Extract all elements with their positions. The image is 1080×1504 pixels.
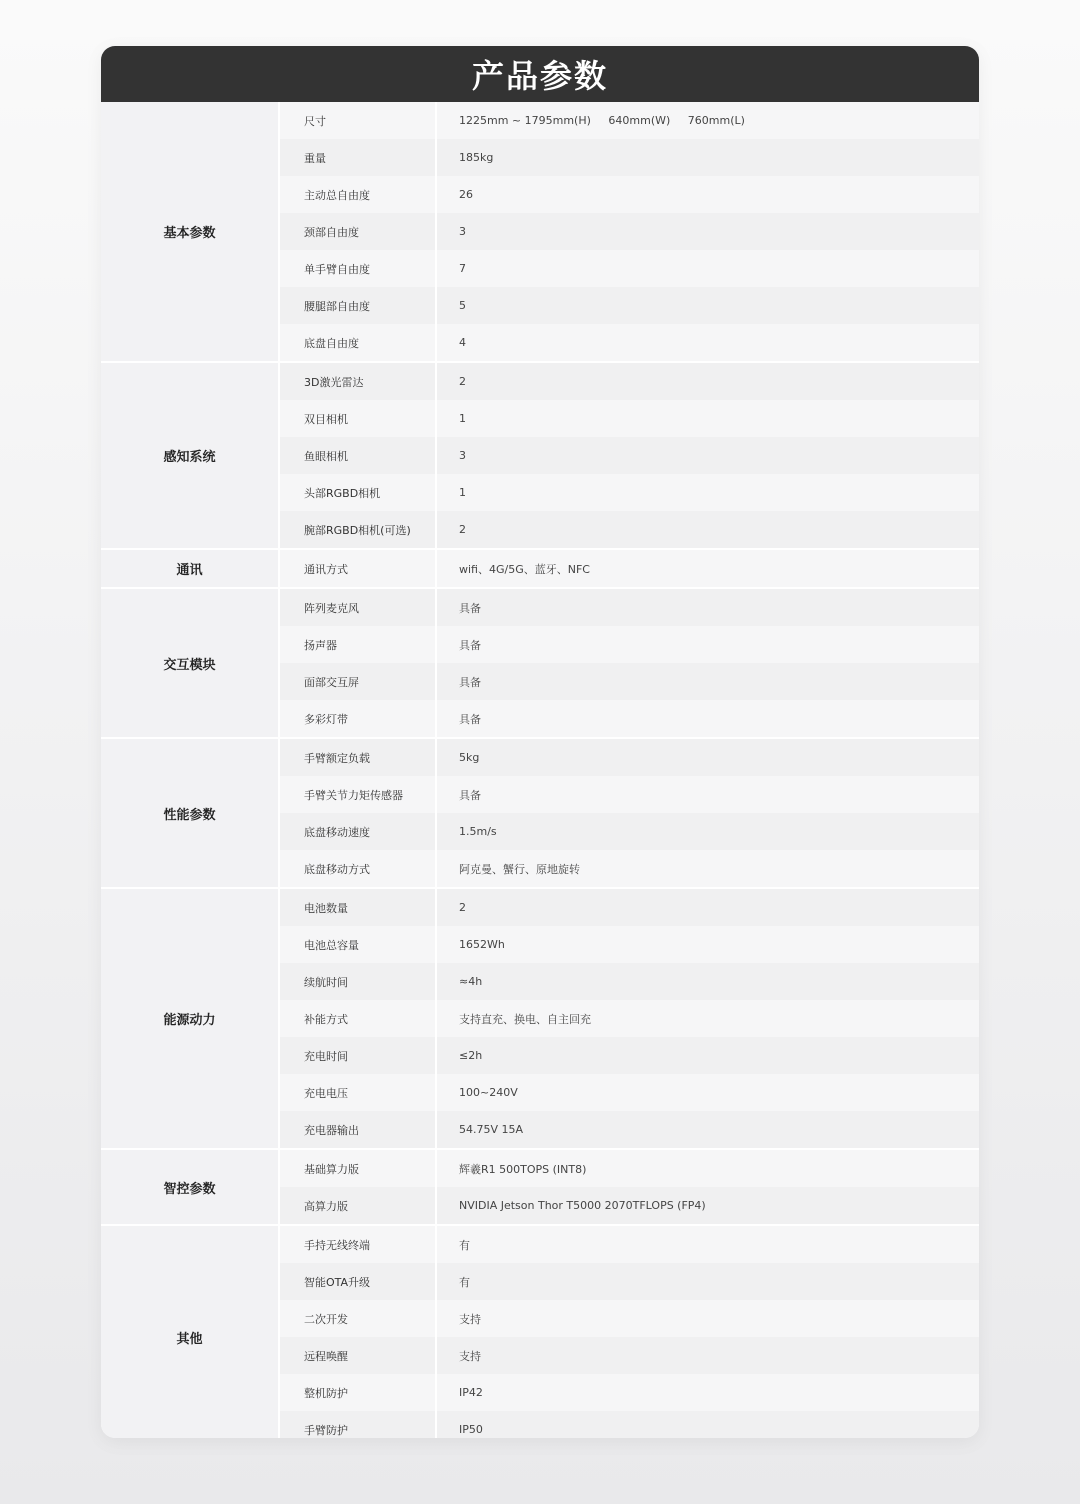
param-value: 具备 [459, 601, 481, 615]
param-label: 通讯方式 [280, 550, 437, 587]
param-label: 扬声器 [280, 626, 437, 663]
param-value: 阿克曼、蟹行、原地旋转 [459, 862, 580, 876]
param-label: 腰腿部自由度 [280, 287, 437, 324]
param-label: 双目相机 [280, 400, 437, 437]
param-value: 1 [459, 412, 466, 425]
param-label: 单手臂自由度 [280, 250, 437, 287]
table-row [280, 926, 979, 963]
param-label: 远程唤醒 [280, 1337, 437, 1374]
param-label: 补能方式 [280, 1000, 437, 1037]
spec-table [101, 102, 979, 1438]
param-value: 辉羲R1 500TOPS (INT8) [459, 1162, 587, 1176]
table-row [280, 889, 979, 926]
param-value: 有 [459, 1238, 470, 1252]
section-name: 智控参数 [101, 1150, 280, 1224]
table-row [280, 1337, 979, 1374]
table-row [280, 663, 979, 700]
param-value: 具备 [459, 675, 481, 689]
param-value: 7 [459, 262, 466, 275]
param-label: 基础算力版 [280, 1150, 437, 1187]
param-label: 续航时间 [280, 963, 437, 1000]
param-value: 54.75V 15A [459, 1123, 524, 1136]
spec-section [101, 550, 979, 589]
param-value: 1652Wh [459, 938, 505, 951]
table-row [280, 1150, 979, 1187]
spec-section [101, 739, 979, 889]
param-value: IP42 [459, 1386, 483, 1399]
param-value: 1.5m/s [459, 825, 497, 838]
table-row [280, 1374, 979, 1411]
section-rows [280, 363, 979, 548]
param-value: IP50 [459, 1423, 483, 1436]
param-value: 2 [459, 375, 466, 388]
table-row [280, 813, 979, 850]
table-row [280, 776, 979, 813]
param-value: 1225mm ~ 1795mm(H) 640mm(W) 760mm(L) [459, 114, 745, 127]
param-label: 底盘移动速度 [280, 813, 437, 850]
param-label: 3D激光雷达 [280, 363, 437, 400]
table-row [280, 739, 979, 776]
section-rows [280, 589, 979, 737]
page-title: 产品参数 [471, 57, 608, 95]
param-label: 电池总容量 [280, 926, 437, 963]
param-value: 4 [459, 336, 466, 349]
param-label: 充电时间 [280, 1037, 437, 1074]
param-value: 3 [459, 225, 466, 238]
param-label: 二次开发 [280, 1300, 437, 1337]
param-label: 智能OTA升级 [280, 1263, 437, 1300]
param-value: 具备 [459, 638, 481, 652]
spec-header [101, 46, 979, 102]
table-row [280, 363, 979, 400]
spec-section [101, 1150, 979, 1226]
param-label: 头部RGBD相机 [280, 474, 437, 511]
table-row [280, 963, 979, 1000]
param-label: 充电电压 [280, 1074, 437, 1111]
param-value: ≈4h [459, 975, 483, 988]
param-label: 阵列麦克风 [280, 589, 437, 626]
table-row [280, 474, 979, 511]
section-name: 能源动力 [101, 889, 280, 1148]
section-name: 其他 [101, 1226, 280, 1438]
param-value: 支持 [459, 1349, 481, 1363]
table-row [280, 1300, 979, 1337]
param-label: 颈部自由度 [280, 213, 437, 250]
param-value: 支持直充、换电、自主回充 [459, 1012, 591, 1026]
section-name: 交互模块 [101, 589, 280, 737]
spec-section [101, 589, 979, 739]
param-label: 电池数量 [280, 889, 437, 926]
param-value: 3 [459, 449, 466, 462]
table-row [280, 287, 979, 324]
table-row [280, 1187, 979, 1224]
spec-section [101, 1226, 979, 1438]
spec-section [101, 363, 979, 550]
param-label: 底盘移动方式 [280, 850, 437, 887]
table-row [280, 1411, 979, 1438]
table-row [280, 400, 979, 437]
param-label: 面部交互屏 [280, 663, 437, 700]
param-value: 具备 [459, 788, 481, 802]
section-rows [280, 739, 979, 887]
table-row [280, 850, 979, 887]
param-label: 多彩灯带 [280, 700, 437, 737]
param-label: 手持无线终端 [280, 1226, 437, 1263]
param-label: 手臂关节力矩传感器 [280, 776, 437, 813]
table-row [280, 1074, 979, 1111]
table-row [280, 176, 979, 213]
table-row [280, 437, 979, 474]
param-value: 2 [459, 523, 466, 536]
param-label: 腕部RGBD相机(可选) [280, 511, 437, 548]
table-row [280, 324, 979, 361]
table-row [280, 626, 979, 663]
param-label: 手臂防护 [280, 1411, 437, 1438]
table-row [280, 1263, 979, 1300]
param-value: 具备 [459, 712, 481, 726]
table-row [280, 1111, 979, 1148]
table-row [280, 1000, 979, 1037]
table-row [280, 250, 979, 287]
param-value: 5kg [459, 751, 480, 764]
param-value: 5 [459, 299, 466, 312]
param-value: NVIDIA Jetson Thor T5000 2070TFLOPS (FP4) [459, 1199, 706, 1212]
section-name: 感知系统 [101, 363, 280, 548]
param-label: 尺寸 [280, 102, 437, 139]
param-label: 底盘自由度 [280, 324, 437, 361]
param-label: 手臂额定负载 [280, 739, 437, 776]
param-value: ≤2h [459, 1049, 483, 1062]
section-name: 通讯 [101, 550, 280, 587]
section-rows [280, 889, 979, 1148]
param-value: 有 [459, 1275, 470, 1289]
table-row [280, 511, 979, 548]
spec-section [101, 889, 979, 1150]
param-label: 整机防护 [280, 1374, 437, 1411]
param-value: wifi、4G/5G、蓝牙、NFC [459, 562, 590, 576]
section-rows [280, 1226, 979, 1438]
param-label: 鱼眼相机 [280, 437, 437, 474]
table-row [280, 589, 979, 626]
section-rows [280, 102, 979, 361]
section-name: 性能参数 [101, 739, 280, 887]
section-name: 基本参数 [101, 102, 280, 361]
param-value: 支持 [459, 1312, 481, 1326]
spec-card [101, 46, 979, 1438]
section-rows [280, 550, 979, 587]
table-row [280, 550, 979, 587]
param-value: 26 [459, 188, 473, 201]
param-label: 重量 [280, 139, 437, 176]
table-row [280, 102, 979, 139]
param-value: 100~240V [459, 1086, 518, 1099]
table-row [280, 1037, 979, 1074]
param-value: 185kg [459, 151, 494, 164]
table-row [280, 213, 979, 250]
param-value: 1 [459, 486, 466, 499]
param-label: 高算力版 [280, 1187, 437, 1224]
table-row [280, 700, 979, 737]
param-label: 主动总自由度 [280, 176, 437, 213]
param-label: 充电器输出 [280, 1111, 437, 1148]
table-row [280, 1226, 979, 1263]
section-rows [280, 1150, 979, 1224]
spec-section [101, 102, 979, 363]
table-row [280, 139, 979, 176]
param-value: 2 [459, 901, 466, 914]
